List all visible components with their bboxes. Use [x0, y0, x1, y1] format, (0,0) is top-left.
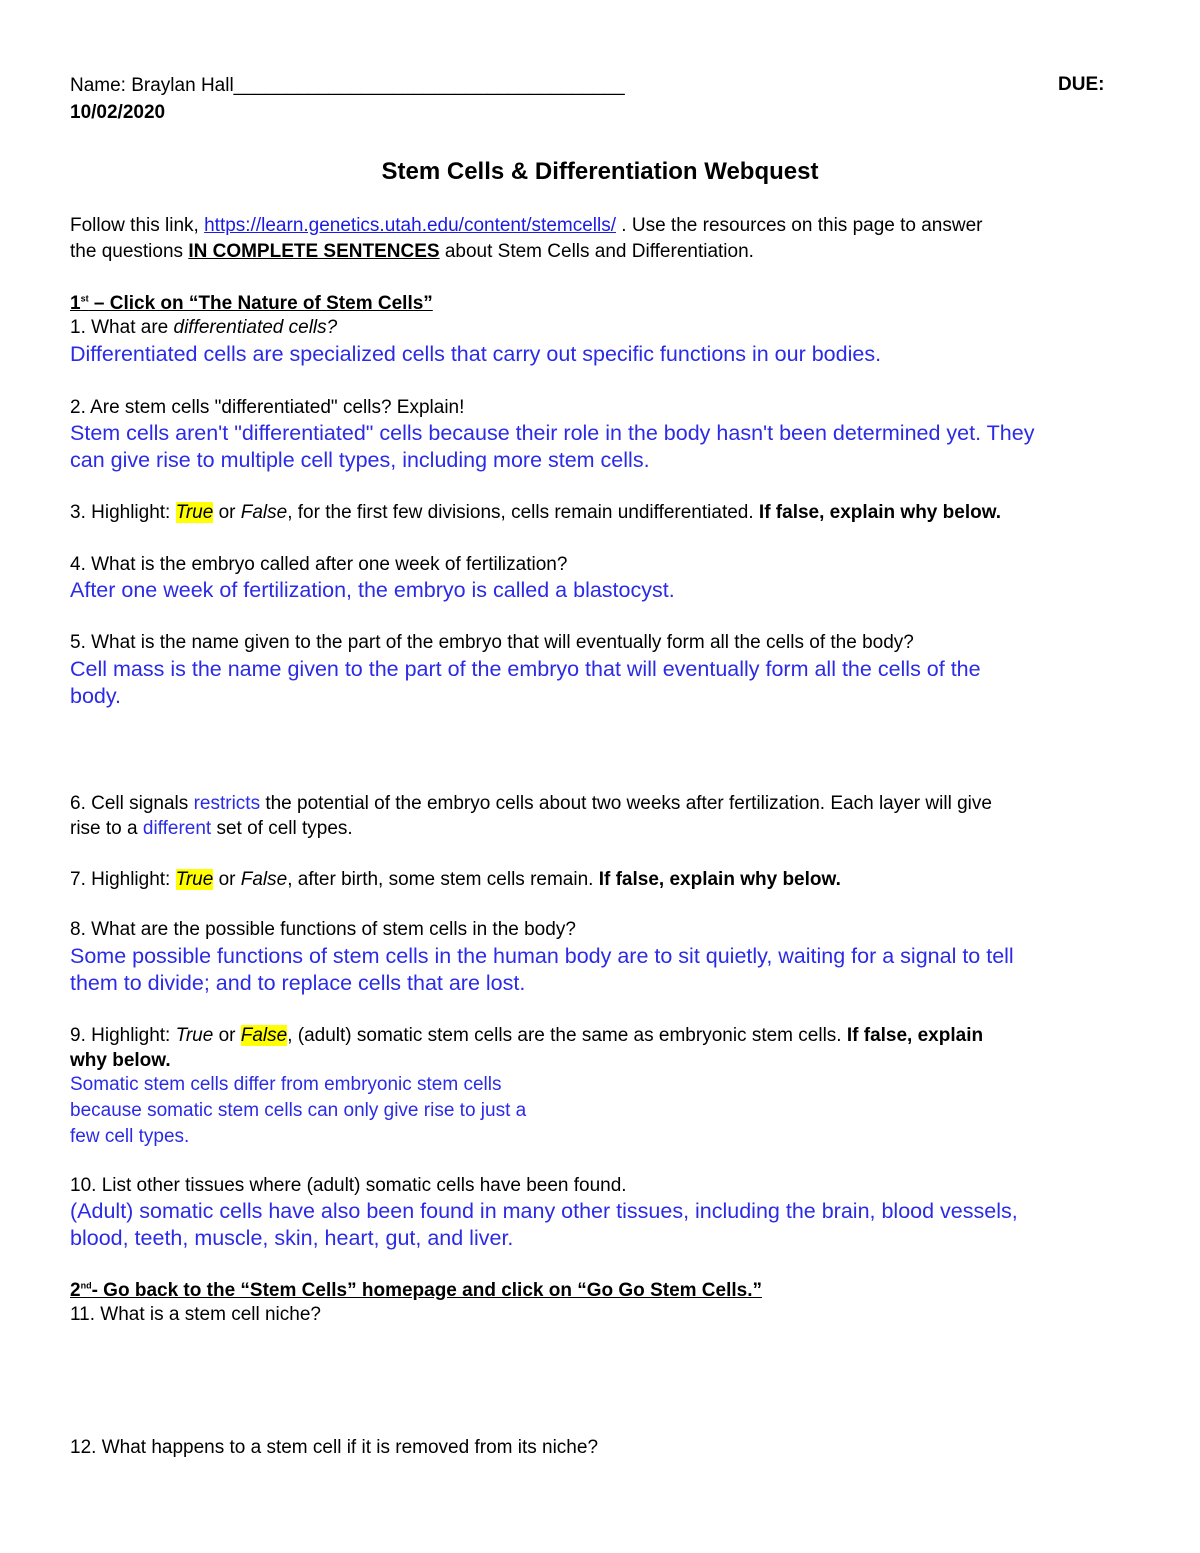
question-12: 12. What happens to a stem cell if it is removed from its niche? [70, 1437, 599, 1458]
question-9-line-1 [70, 1024, 983, 1048]
section-1-text: – Click on “The Nature of Stem Cells” [88, 293, 433, 314]
q6-fill-1: restricts [193, 793, 261, 814]
q7-or: or [213, 869, 241, 890]
answer-2-line-2: can give rise to multiple cell types, including more stem cells. [70, 448, 650, 472]
q6-fill-2: different [142, 818, 212, 839]
question-11: 11. What is a stem cell niche? [70, 1304, 321, 1325]
section-2-sup: nd [80, 1280, 92, 1291]
question-10: 10. List other tissues where (adult) somatic cells have been found. [70, 1175, 627, 1196]
q6-l2-pre: rise to a [70, 818, 143, 839]
answer-8-line-2: them to divide; and to replace cells that are lost. [70, 971, 526, 995]
q9-pre: 9. Highlight: [70, 1025, 176, 1046]
q3-bold: If false, explain why below. [758, 502, 1002, 523]
q3-post: , for the first few divisions, cells remain undifferentiated. [287, 502, 759, 523]
intro-line2-post: about Stem Cells and Differentiation. [439, 241, 754, 262]
q7-true-highlighted: True [175, 869, 214, 890]
section-2-heading [70, 1279, 762, 1303]
q1-italic: differentiated cells? [173, 317, 338, 338]
answer-10-line-1: (Adult) somatic cells have also been found in many other tissues, including the brain, blood vessels, [70, 1199, 1018, 1223]
q7-false: False [240, 869, 288, 890]
answer-9-line-2: because somatic stem cells can only give rise to just a [70, 1100, 527, 1121]
answer-9-line-3: few cell types. [70, 1126, 190, 1147]
q3-false: False [240, 502, 288, 523]
due-date: 10/02/2020 [70, 102, 166, 123]
answer-8-line-1: Some possible functions of stem cells in the human body are to sit quietly, waiting for a signal to tell [70, 944, 1014, 968]
q7-post: , after birth, some stem cells remain. [287, 869, 599, 890]
section-2-text: - Go back to the “Stem Cells” homepage and click on “Go Go Stem Cells.” [91, 1280, 762, 1301]
q3-true-highlighted: True [175, 502, 214, 523]
question-7 [70, 868, 841, 892]
section-2-num: 2 [70, 1280, 81, 1301]
q6-l2-post: set of cell types. [211, 818, 353, 839]
intro-post: . Use the resources on this page to answer [616, 215, 983, 236]
q6-mid: the potential of the embryo cells about two weeks after fertilization. Each layer will give [260, 793, 992, 814]
q3-or: or [213, 502, 241, 523]
q9-bold-1: If false, explain [846, 1025, 984, 1046]
answer-5-line-2: body. [70, 684, 121, 708]
question-1 [70, 316, 337, 340]
question-8: 8. What are the possible functions of stem cells in the body? [70, 919, 576, 940]
question-6-line-2 [70, 817, 353, 841]
page-title: Stem Cells & Differentiation Webquest [381, 158, 819, 185]
question-9-line-2: why below. [70, 1050, 171, 1071]
intro-line-1 [70, 214, 983, 238]
intro-line2-pre: the questions [70, 241, 189, 262]
q3-pre: 3. Highlight: [70, 502, 176, 523]
answer-10-line-2: blood, teeth, muscle, skin, heart, gut, and liver. [70, 1226, 514, 1250]
answer-5-line-1: Cell mass is the name given to the part of the embryo that will eventually form all the cells of the [70, 657, 981, 681]
question-6-line-1 [70, 792, 992, 816]
q1-pre: 1. What are [70, 317, 174, 338]
question-5: 5. What is the name given to the part of the embryo that will eventually form all the cells of the body? [70, 632, 914, 653]
q9-or: or [213, 1025, 241, 1046]
q7-pre: 7. Highlight: [70, 869, 176, 890]
intro-complete-sentences: IN COMPLETE SENTENCES [188, 241, 440, 262]
answer-2-line-1: Stem cells aren't "differentiated" cells because their role in the body hasn't been determined yet. They [70, 421, 1035, 445]
stemcells-link[interactable]: https://learn.genetics.utah.edu/content/stemcells/ [204, 215, 617, 236]
q7-bold: If false, explain why below. [598, 869, 841, 890]
question-3 [70, 501, 1001, 525]
student-name-line: Name: Braylan Hall_____________________________________ [70, 75, 625, 96]
section-1-num: 1 [70, 293, 81, 314]
intro-pre: Follow this link, [70, 215, 205, 236]
due-label: DUE: [1058, 74, 1105, 95]
intro-line-2 [70, 240, 754, 264]
section-1-sup: st [80, 293, 89, 304]
q9-post: , (adult) somatic stem cells are the same as embryonic stem cells. [287, 1025, 847, 1046]
q9-true: True [175, 1025, 214, 1046]
q9-false-highlighted: False [240, 1025, 288, 1046]
answer-9-line-1: Somatic stem cells differ from embryonic stem cells [70, 1074, 502, 1095]
question-4: 4. What is the embryo called after one week of fertilization? [70, 554, 568, 575]
q6-pre: 6. Cell signals [70, 793, 194, 814]
answer-1: Differentiated cells are specialized cells that carry out specific functions in our bodies. [70, 342, 882, 366]
section-1-heading [70, 292, 433, 316]
answer-4: After one week of fertilization, the embryo is called a blastocyst. [70, 578, 675, 602]
question-2: 2. Are stem cells "differentiated" cells? Explain! [70, 397, 465, 418]
